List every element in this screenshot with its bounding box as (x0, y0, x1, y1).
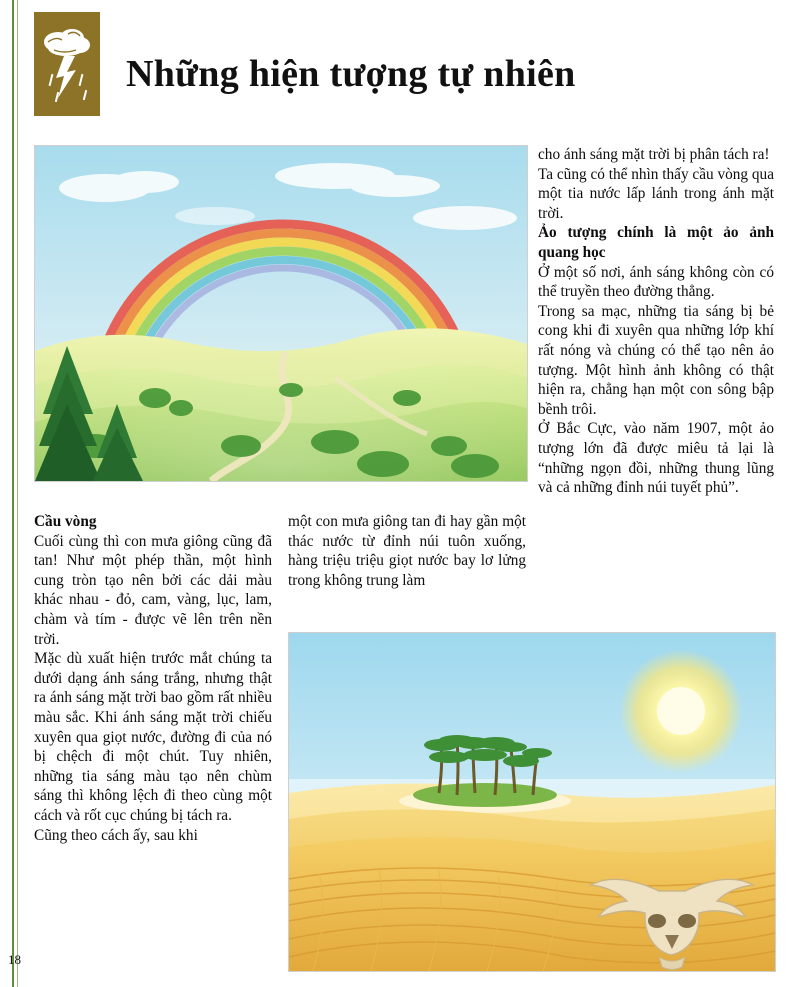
rainbow-over-green-hills-illustration (34, 145, 528, 482)
page-number: 18 (8, 952, 21, 967)
section-subheading: Ảo tượng chính là một ảo ảnh quang học (538, 224, 774, 261)
paragraph: Cũng theo cách ấy, sau khi (34, 826, 198, 844)
storm-cloud-lightning-icon (34, 12, 100, 116)
left-margin-rule (12, 0, 14, 987)
text-column-right-top (538, 145, 774, 498)
desert-oasis-mirage-illustration (288, 632, 776, 972)
page-title: Những hiện tượng tự nhiên (126, 53, 576, 95)
text-column-left-bottom (34, 512, 272, 845)
paragraph: Cuối cùng thì con mưa giông cũng đã tan! Như một phép thần, một hình cung tròn tạo nên bởi các dải màu khác nhau - đỏ, cam, vàng, lục, lam, chàm và tím - được vẽ lên trên nền trời. (34, 532, 272, 648)
paragraph: Trong sa mạc, những tia sáng bị bẻ cong khi đi xuyên qua những lớp khí rất nóng và chúng có thể tạo nên ảo tượng. Một hình ảnh không có thật hiện ra, chẳng hạn một con sông bập bềnh trôi. (538, 302, 774, 418)
page-header (30, 8, 770, 118)
left-margin-rule-secondary (17, 0, 18, 987)
paragraph: Ở Bắc Cực, vào năm 1907, một ảo tượng lớn đã được miêu tả lại là “những ngọn đồi, những thung lũng và cả những đỉnh núi tuyết phủ”. (538, 420, 774, 497)
text-column-middle-bottom (288, 512, 526, 590)
paragraph: Mặc dù xuất hiện trước mắt chúng ta dưới dạng ánh sáng trắng, nhưng thật ra ánh sáng mặt trời bao gồm rất nhiều màu sắc. Khi ánh sáng mặt trời chiếu xuyên qua giọt nước, đường đi của nó bị chệch đi một chút. Tuy nhiên, những tia sáng màu tạo nên chùm sáng thì không lệch đi theo cùng một cách và rốt cục chúng bị tách ra. (34, 650, 272, 824)
paragraph: Ở một số nơi, ánh sáng không còn có thể truyền theo đường thẳng. (538, 263, 774, 301)
paragraph: Ta cũng có thể nhìn thấy cầu vòng qua một tia nước lấp lánh trong ánh mặt trời. (538, 165, 774, 222)
paragraph: một con mưa giông tan đi hay gần một thác nước từ đỉnh núi tuôn xuống, hàng triệu triệu giọt nước bay lơ lửng trong không trung làm (288, 513, 526, 589)
section-subheading: Cầu vòng (34, 513, 97, 530)
paragraph: cho ánh sáng mặt trời bị phân tách ra! (538, 146, 770, 163)
